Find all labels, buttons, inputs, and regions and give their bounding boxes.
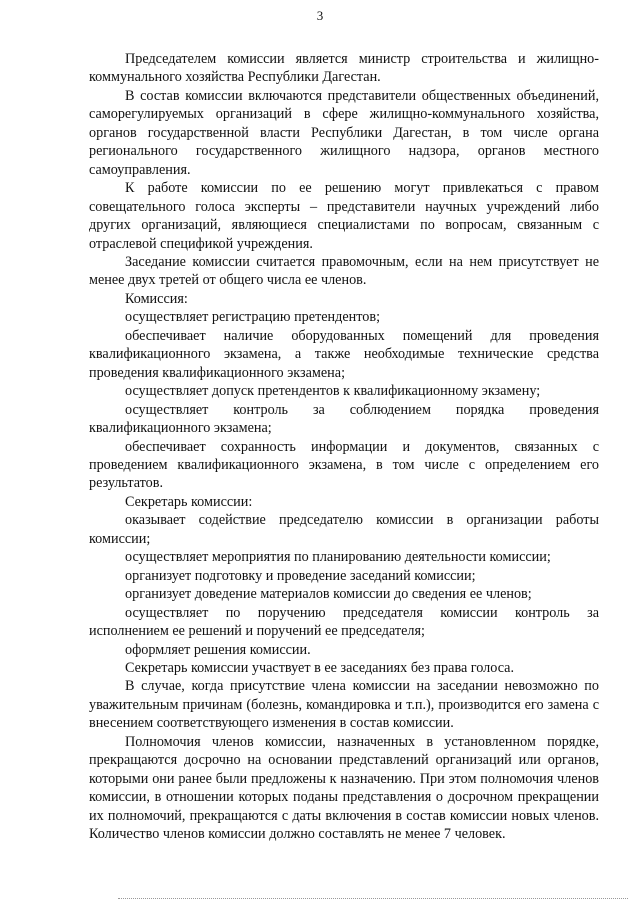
list-item: осуществляет мероприятия по планированию деятельности комиссии; <box>125 549 551 566</box>
list-item: осуществляет по поручению председателя комиссии контроль за исполнением ее решений и поручений ее председателя; <box>89 604 599 640</box>
list-item: оформляет решения комиссии. <box>125 641 311 658</box>
paragraph-chairman: Председателем комиссии является министр строительства и жилищно-коммунального хозяйства Республики Дагестан. <box>89 51 599 86</box>
scan-edge-mark <box>118 898 628 901</box>
list-item: обеспечивает наличие оборудованных помещений для проведения квалификационного экзамена, а также необходимые технические средства проведения квалификационного экзамена; <box>89 327 599 381</box>
document-body <box>89 50 599 843</box>
list-item: осуществляет допуск претендентов к квалификационному экзамену; <box>125 383 541 400</box>
page-number: 3 <box>316 8 324 23</box>
list-item: обеспечивает сохранность информации и документов, связанных с проведением квалификационного экзамена, в том числе с определением его результатов. <box>89 438 599 492</box>
paragraph-commission-heading: Комиссия: <box>125 290 188 307</box>
paragraph-experts: К работе комиссии по ее решению могут привлекаться с правом совещательного голоса эксперты – представители научных учреждений либо других организаций, являющиеся специалистами по вопросам, связанным с отраслевой спецификой учреждения. <box>89 180 599 252</box>
paragraph-quorum: Заседание комиссии считается правомочным, если на нем присутствует не менее двух третей от общего числа ее членов. <box>89 253 599 289</box>
paragraph-secretary-heading: Секретарь комиссии: <box>125 493 253 510</box>
paragraph-termination: Полномочия членов комиссии, назначенных в установленном порядке, прекращаются досрочно на основании представлений организаций или органов, которыми они ранее были предложены к назначению. При этом полномочия членов комиссии, в отношении которых поданы представления о досрочном прекращении их полномочий, прекращаются с даты включения в состав комиссии новых членов. Количество членов комиссии должно составлять не менее 7 человек. <box>89 733 599 843</box>
list-item: оказывает содействие председателю комиссии в организации работы комиссии; <box>89 512 599 547</box>
list-item: осуществляет регистрацию претендентов; <box>125 309 381 326</box>
paragraph-secretary-vote: Секретарь комиссии участвует в ее заседаниях без права голоса. <box>125 659 515 676</box>
list-item: осуществляет контроль за соблюдением порядка проведения квалификационного экзамена; <box>89 401 599 437</box>
list-item: организует доведение материалов комиссии до сведения ее членов; <box>125 586 532 603</box>
paragraph-replacement: В случае, когда присутствие члена комиссии на заседании невозможно по уважительным причинам (болезнь, командировка и т.п.), производится его замена с внесением соответствующего изменения в состав комиссии. <box>89 678 599 732</box>
paragraph-composition: В состав комиссии включаются представители общественных объединений, саморегулируемых организаций в сфере жилищно-коммунального хозяйства, органов государственной власти Республики Дагестан, в том числе органа регионального государственного жилищного надзора, органов местного самоуправления. <box>89 87 599 178</box>
list-item: организует подготовку и проведение заседаний комиссии; <box>125 567 476 584</box>
